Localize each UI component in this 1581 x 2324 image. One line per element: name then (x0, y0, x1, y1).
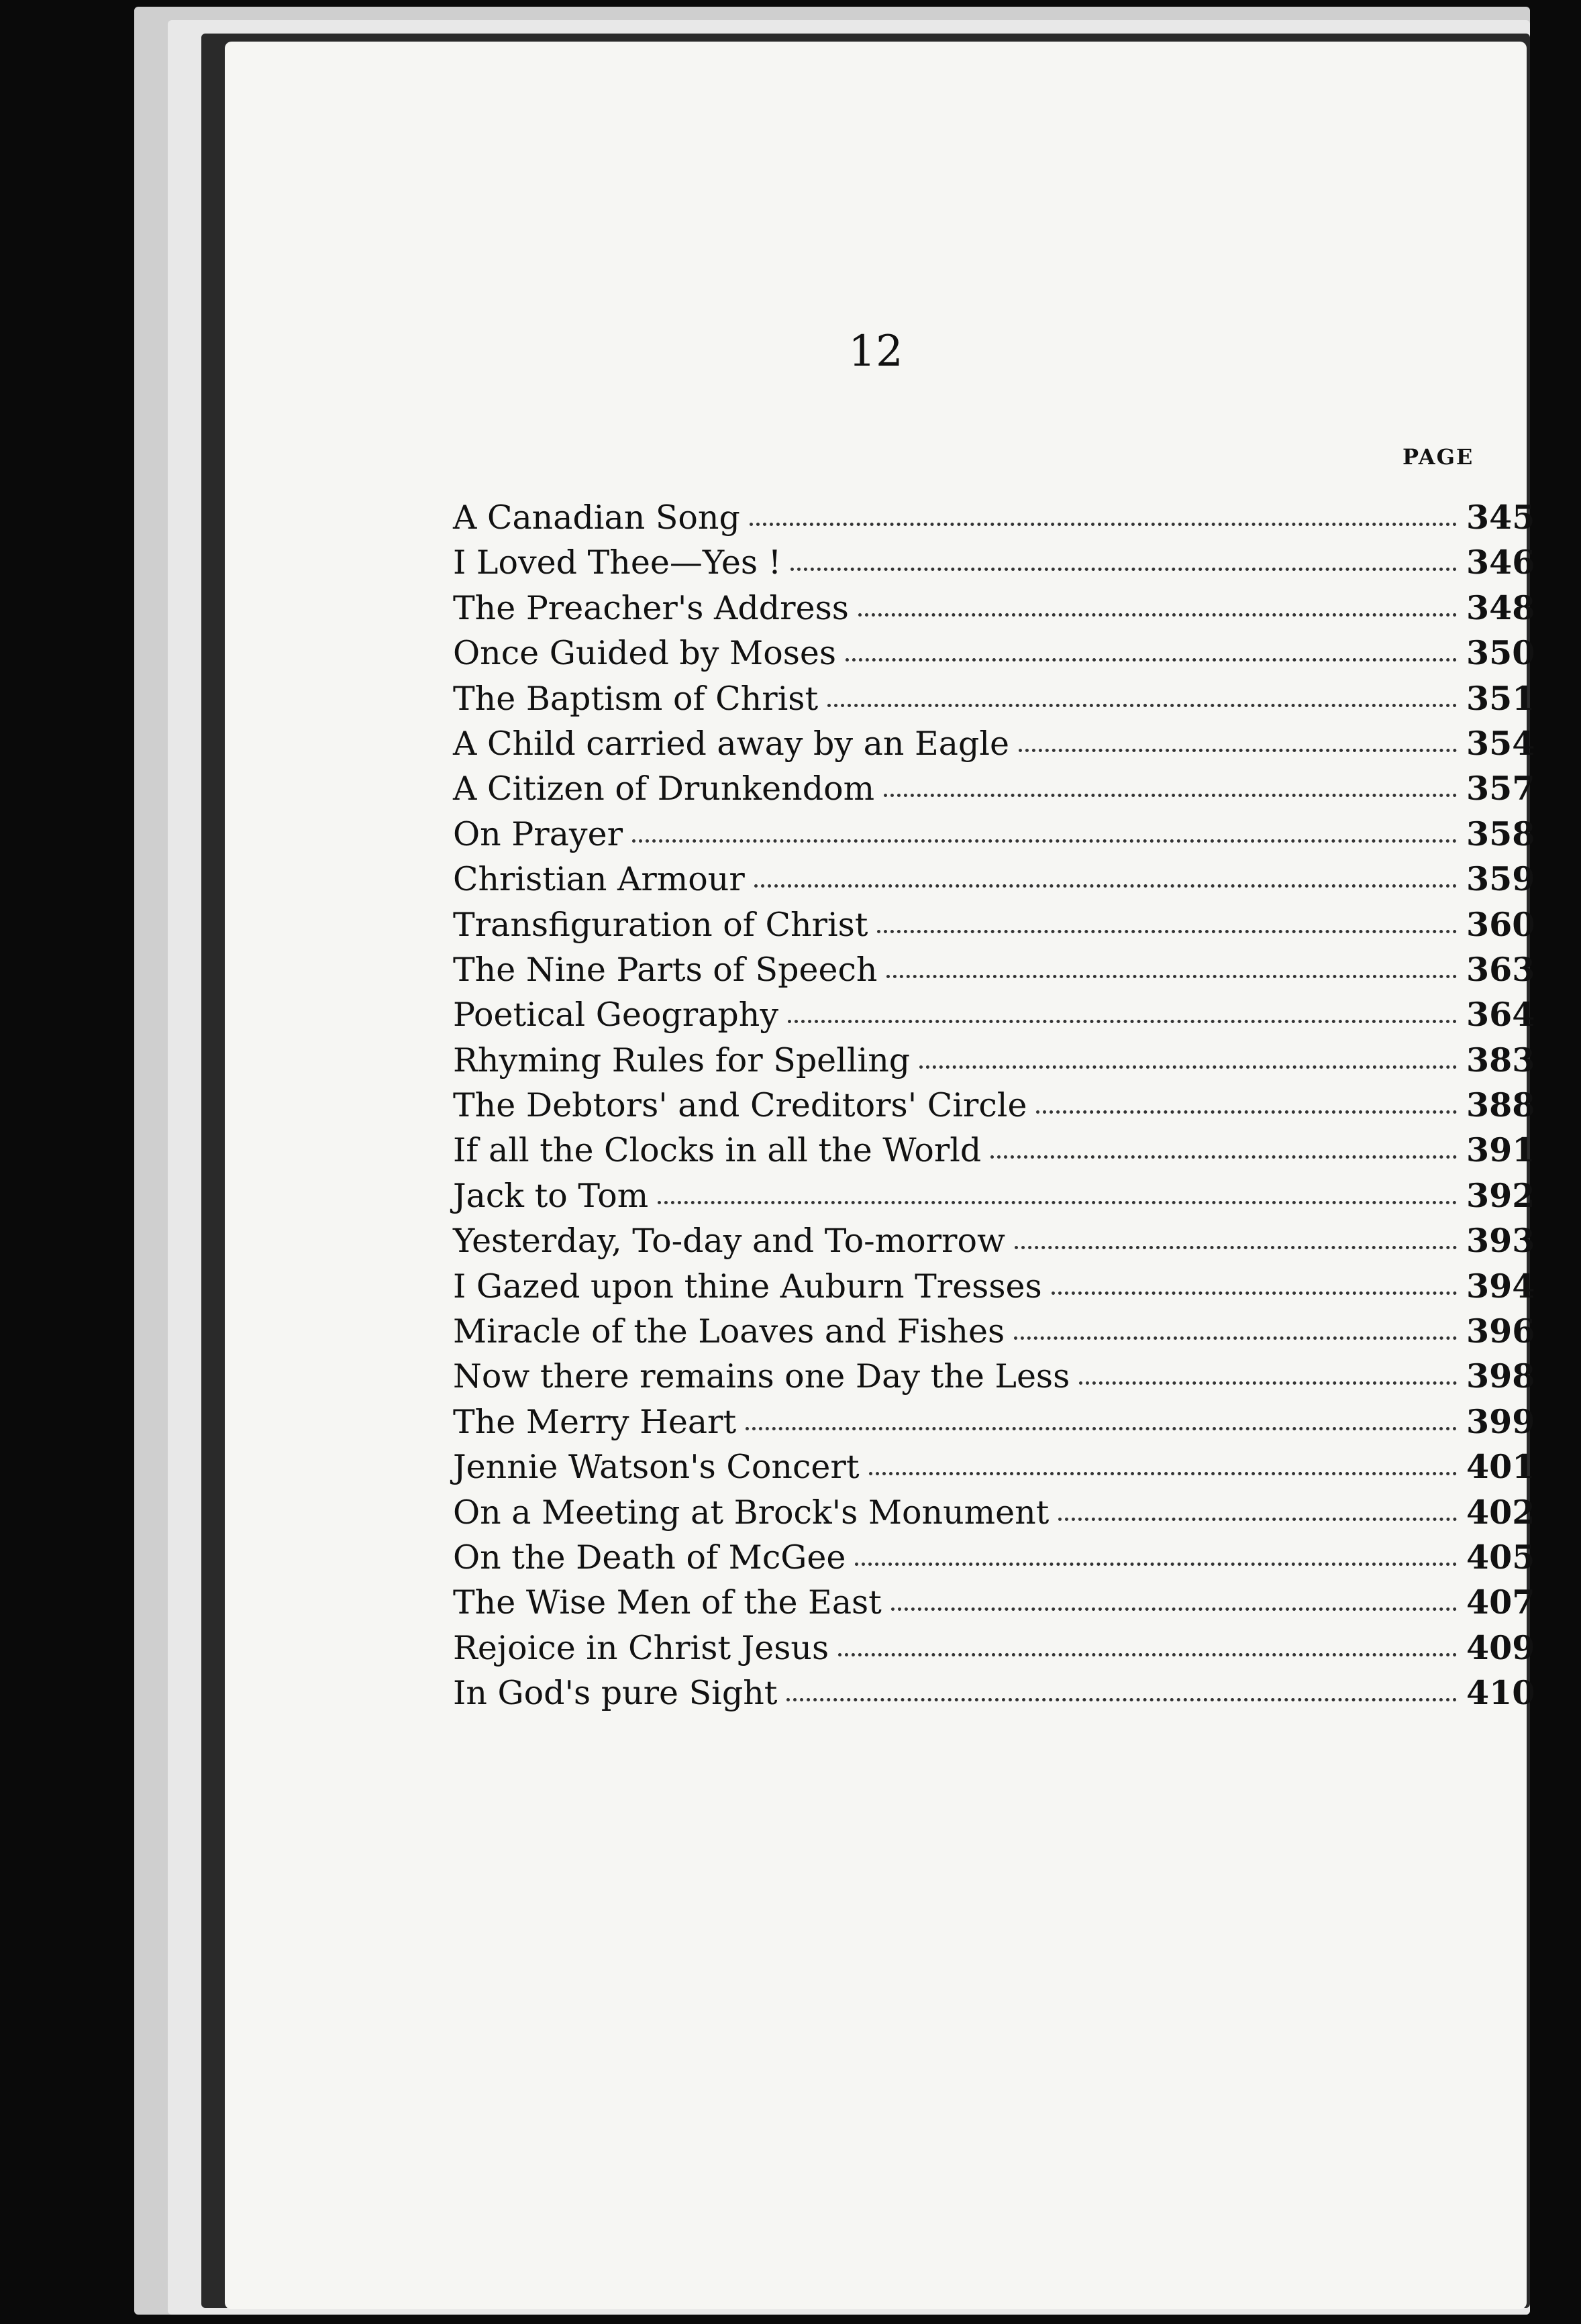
toc-entry-title: Poetical Geography (453, 996, 778, 1035)
toc-entry-title: A Citizen of Drunkendom (453, 770, 875, 808)
toc-entry (453, 1492, 1535, 1538)
toc-entry-page: 399 (1466, 1402, 1535, 1441)
toc-entry (453, 859, 1535, 904)
toc-entry-page: 360 (1466, 904, 1535, 944)
toc-entry-title: The Merry Heart (453, 1402, 737, 1441)
toc-entry-page: 410 (1466, 1673, 1535, 1713)
toc-entry-page: 359 (1466, 859, 1535, 899)
toc-entry (453, 498, 1535, 543)
toc-entry (453, 814, 1535, 859)
toc-entry (453, 1402, 1535, 1447)
dot-leader (838, 1650, 1457, 1656)
toc-entry (453, 1221, 1535, 1266)
toc-entry (453, 1447, 1535, 1492)
toc-entry (453, 633, 1535, 678)
toc-entry-title: Rhyming Rules for Spelling (453, 1041, 911, 1079)
dot-leader (827, 701, 1457, 707)
table-of-contents (453, 498, 1535, 1719)
toc-entry-title: Jennie Watson's Concert (453, 1448, 860, 1487)
toc-entry-title: If all the Clocks in all the World (453, 1131, 982, 1170)
toc-entry-title: On the Death of McGee (453, 1538, 846, 1577)
toc-entry (453, 995, 1535, 1040)
toc-entry-title: The Preacher's Address (453, 588, 849, 627)
toc-entry (453, 1266, 1535, 1312)
dot-leader (1019, 746, 1457, 752)
toc-entry (453, 1130, 1535, 1175)
page-number: 12 (848, 327, 903, 376)
toc-entry (453, 1673, 1535, 1718)
toc-entry-title: In God's pure Sight (453, 1674, 778, 1713)
dot-leader (858, 611, 1457, 617)
toc-entry (453, 769, 1535, 814)
dot-leader (891, 1605, 1457, 1611)
toc-entry-page: 363 (1466, 949, 1535, 989)
toc-entry-title: A Child carried away by an Eagle (453, 724, 1010, 763)
toc-entry (453, 543, 1535, 588)
dot-leader (750, 520, 1457, 526)
toc-entry-page: 351 (1466, 678, 1535, 718)
toc-entry (453, 1357, 1535, 1402)
dot-leader (632, 837, 1457, 843)
toc-entry-page: 358 (1466, 814, 1535, 853)
toc-entry-page: 398 (1466, 1357, 1535, 1396)
dot-leader (1058, 1515, 1457, 1521)
dot-leader (790, 565, 1457, 571)
toc-entry-title: I Loved Thee—Yes ! (453, 543, 782, 582)
toc-entry (453, 1628, 1535, 1673)
toc-entry (453, 1040, 1535, 1086)
dot-leader (846, 655, 1457, 662)
toc-entry (453, 723, 1535, 769)
toc-entry-page: 407 (1466, 1583, 1535, 1622)
toc-entry-title: Transfiguration of Christ (453, 905, 868, 944)
toc-entry-title: Once Guided by Moses (453, 634, 837, 673)
toc-entry-page: 391 (1466, 1130, 1535, 1170)
toc-entry (453, 1312, 1535, 1357)
dot-leader (754, 882, 1457, 888)
toc-entry-page: 354 (1466, 723, 1535, 763)
toc-entry-title: On Prayer (453, 814, 623, 853)
toc-entry (453, 1175, 1535, 1221)
toc-entry-page: 388 (1466, 1086, 1535, 1125)
toc-entry-title: The Baptism of Christ (453, 679, 819, 718)
toc-entry-page: 357 (1466, 769, 1535, 808)
book-page (225, 42, 1535, 2309)
dot-leader (658, 1198, 1457, 1204)
dot-leader (746, 1424, 1457, 1430)
toc-entry (453, 678, 1535, 724)
toc-entry-page: 405 (1466, 1537, 1535, 1577)
toc-entry-title: Rejoice in Christ Jesus (453, 1628, 829, 1667)
toc-entry-title: Christian Armour (453, 860, 745, 899)
toc-entry-page: 348 (1466, 588, 1535, 627)
toc-entry-page: 345 (1466, 498, 1535, 537)
dot-leader (786, 1695, 1457, 1701)
toc-entry-title: Jack to Tom (453, 1176, 649, 1215)
toc-entry-page: 401 (1466, 1447, 1535, 1487)
toc-entry-page: 394 (1466, 1266, 1535, 1306)
toc-entry-page: 392 (1466, 1175, 1535, 1215)
page-column-header: PAGE (1402, 444, 1474, 470)
dot-leader (1036, 1108, 1457, 1114)
toc-entry-title: Yesterday, To-day and To-morrow (453, 1222, 1005, 1261)
toc-entry-page: 396 (1466, 1312, 1535, 1351)
toc-entry-title: The Nine Parts of Speech (453, 950, 878, 989)
toc-entry (453, 1086, 1535, 1130)
dot-leader (1052, 1289, 1457, 1295)
toc-entry (453, 588, 1535, 633)
toc-entry-title: The Debtors' and Creditors' Circle (453, 1086, 1027, 1125)
dot-leader (990, 1153, 1457, 1159)
toc-entry-title: A Canadian Song (453, 498, 740, 537)
toc-entry-title: The Wise Men of the East (453, 1583, 882, 1622)
toc-entry (453, 1537, 1535, 1583)
toc-entry-page: 409 (1466, 1628, 1535, 1667)
toc-entry-page: 346 (1466, 543, 1535, 582)
toc-entry-title: Now there remains one Day the Less (453, 1357, 1070, 1396)
toc-entry-page: 350 (1466, 633, 1535, 673)
dot-leader (884, 791, 1457, 797)
dot-leader (1015, 1243, 1457, 1249)
toc-entry-page: 364 (1466, 995, 1535, 1035)
dot-leader (1079, 1379, 1457, 1385)
toc-entry-title: On a Meeting at Brock's Monument (453, 1493, 1050, 1532)
toc-entry-page: 383 (1466, 1040, 1535, 1079)
toc-entry-title: I Gazed upon thine Auburn Tresses (453, 1267, 1042, 1306)
dot-leader (869, 1469, 1457, 1475)
dot-leader (1014, 1334, 1457, 1340)
toc-entry-page: 402 (1466, 1492, 1535, 1532)
toc-entry (453, 1583, 1535, 1628)
toc-entry-page: 393 (1466, 1221, 1535, 1261)
dot-leader (886, 972, 1457, 978)
toc-entry (453, 904, 1535, 950)
dot-leader (919, 1063, 1457, 1069)
dot-leader (855, 1560, 1457, 1566)
toc-entry-title: Miracle of the Loaves and Fishes (453, 1312, 1005, 1351)
toc-entry (453, 949, 1535, 995)
dot-leader (877, 927, 1457, 933)
dot-leader (788, 1017, 1457, 1023)
